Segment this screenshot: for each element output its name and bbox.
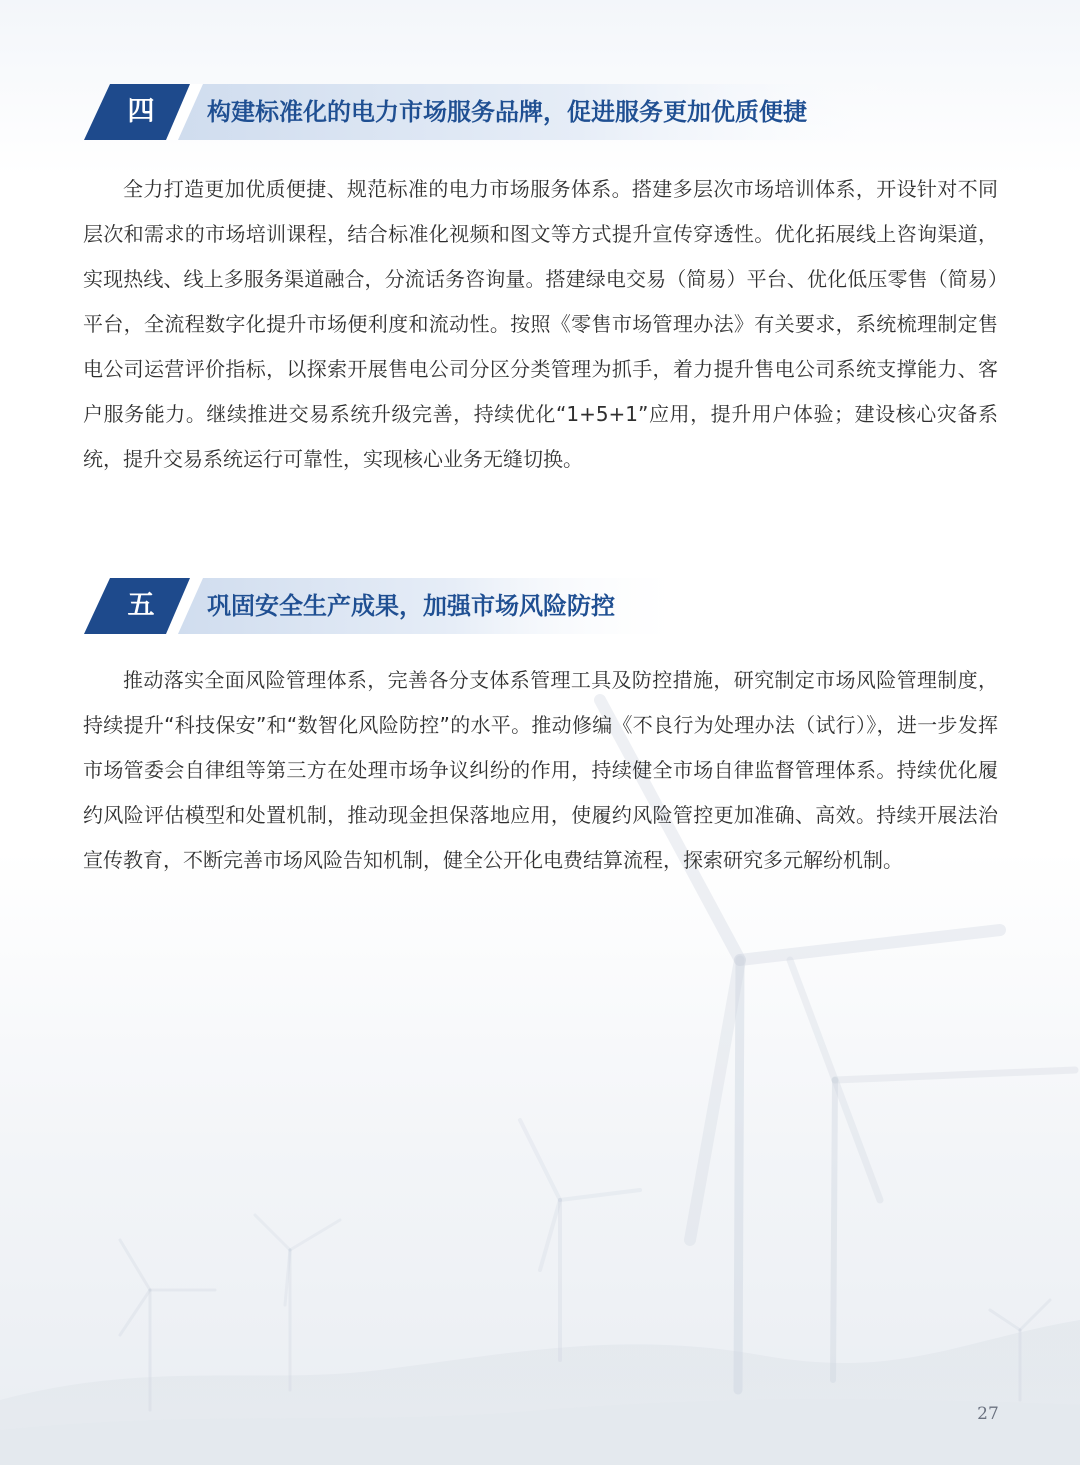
section-5-body: 推动落实全面风险管理体系，完善各分支体系管理工具及防控措施，研究制定市场风险管理制度，持续提升“科技保安”和“数智化风险防控”的水平。推动修编《不良行为处理办法（试行）》，进一步发挥市场管委会自律组等第三方在处理市场争议纠纷的作用，持续健全市场自律监督管理体系。持续优化履约风险评估模型和处置机制，推动现金担保落地应用，使履约风险管控更加准确、高效。持续开展法治宣传教育，不断完善市场风险告知机制，健全公开化电费结算流程，探索研究多元解纷机制。 [83, 668, 998, 872]
section-4-body: 全力打造更加优质便捷、规范标准的电力市场服务体系。搭建多层次市场培训体系，开设针对不同层次和需求的市场培训课程，结合标准化视频和图文等方式提升宣传穿透性。优化拓展线上咨询渠道，实现热线、线上多服务渠道融合，分流话务咨询量。搭建绿电交易（简易）平台、优化低压零售（简易）平台，全流程数字化提升市场便利度和流动性。按照《零售市场管理办法》有关要求，系统梳理制定售电公司运营评价指标，以探索开展售电公司分区分类管理为抓手，着力提升售电公司系统支撑能力、客户服务能力。继续推进交易系统升级完善，持续优化“1+5+1”应用，提升用户体验；建设核心灾备系统，提升交易系统运行可靠性，实现核心业务无缝切换。 [83, 177, 998, 471]
section-5-number: 五 [127, 590, 155, 621]
section-4-title: 构建标准化的电力市场服务品牌，促进服务更加优质便捷 [207, 98, 807, 126]
section-5-title: 巩固安全生产成果，加强市场风险防控 [207, 592, 615, 620]
section-5 [0, 578, 1080, 872]
section-5-header [0, 578, 1080, 634]
section-4-header [0, 84, 1080, 140]
section-4 [0, 84, 1080, 471]
section-4-number: 四 [127, 96, 155, 127]
page-number: 27 [977, 1404, 999, 1424]
